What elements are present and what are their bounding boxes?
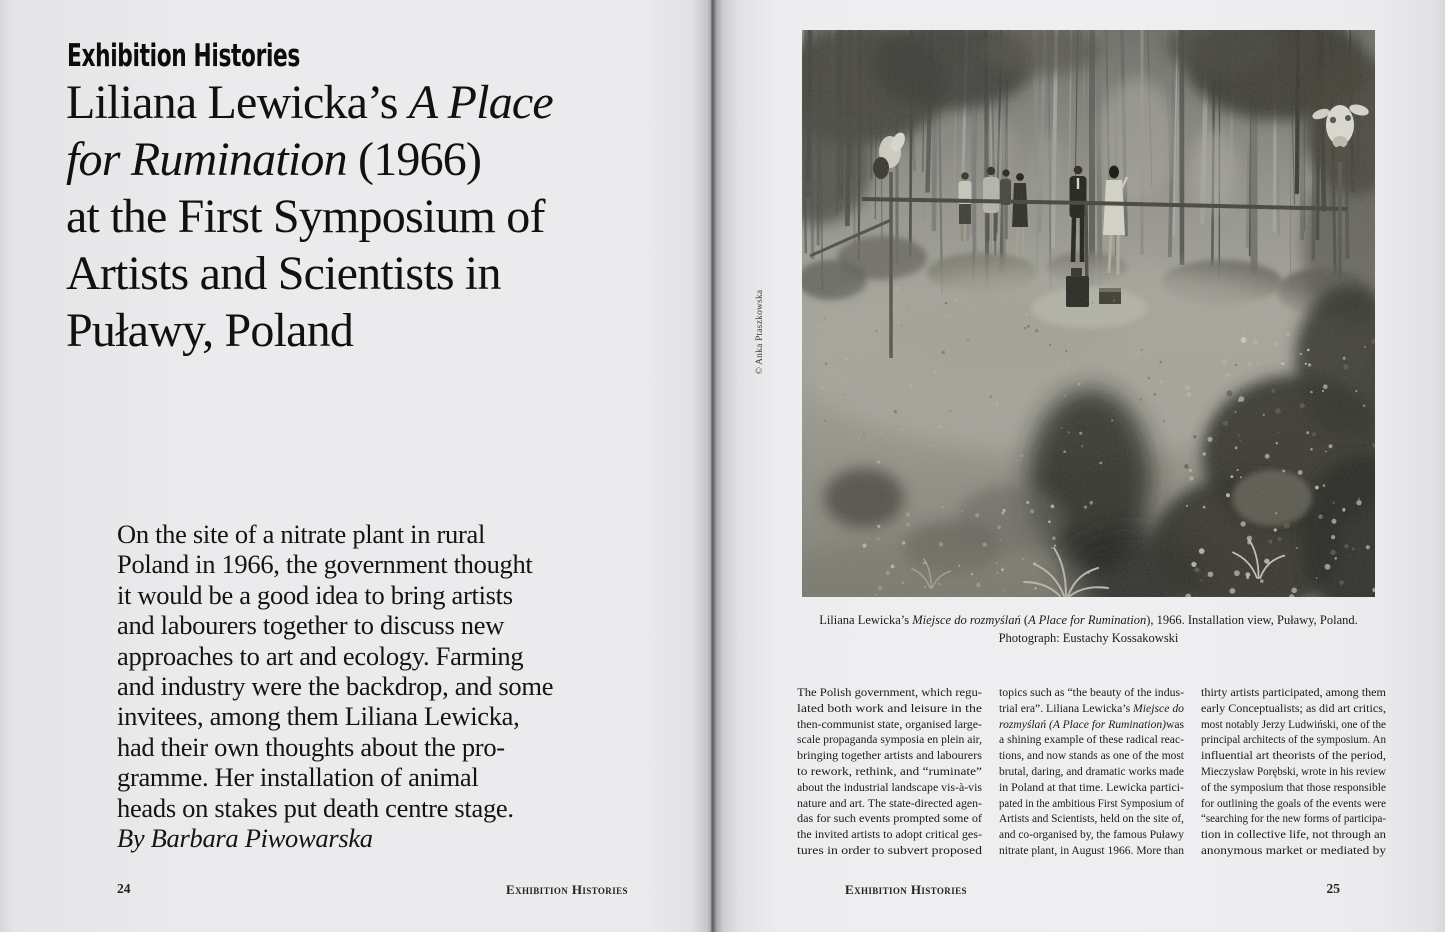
text-line: [797, 765, 982, 781]
text-segment: ), 1966. Installation view, Puławy, Poland.: [1146, 613, 1358, 627]
text-segment: das for such events prompted some of: [797, 813, 982, 826]
text-segment: Miejsce do: [1133, 702, 1185, 715]
text-line-content: [1201, 765, 1386, 781]
article-title: [66, 74, 553, 359]
text-line-content: [1201, 797, 1386, 813]
text-line: [999, 828, 1184, 844]
text-line: [66, 74, 553, 131]
text-segment: “searching for the new forms of participa-: [1201, 813, 1387, 826]
text-line: [66, 302, 553, 359]
text-segment: nitrate plant, in August 1966. More than: [999, 844, 1184, 857]
text-line: [797, 702, 982, 718]
text-segment: A Place for Rumination: [1028, 613, 1147, 627]
text-segment: it would be a good idea to bring artists: [117, 579, 513, 610]
text-line-content: [797, 702, 982, 718]
body-column-2: [999, 686, 1184, 860]
text-line-content: [797, 812, 982, 828]
text-line-content: [1201, 686, 1386, 702]
text-segment: nature and art. The state-directed agen-: [797, 797, 982, 810]
page-number-left: 24: [117, 881, 131, 896]
text-line-content: [797, 797, 982, 813]
text-segment: Puławy, Poland: [66, 304, 354, 357]
text-line: [1201, 733, 1386, 749]
text-segment: and co-organised by, the famous Puławy: [999, 829, 1184, 842]
installation-photo: [802, 30, 1375, 597]
spine-gutter: [711, 0, 713, 932]
text-segment: and industry were the backdrop, and some: [117, 671, 554, 702]
page-number-right: 25: [1326, 881, 1340, 896]
text-line-content: [1201, 781, 1386, 797]
text-segment: of the symposium that those responsible: [1201, 781, 1387, 794]
text-line: [797, 686, 982, 702]
text-segment: Artists and Scientists, held on the site of,: [999, 813, 1185, 826]
text-line-content: [66, 131, 481, 188]
text-line: [999, 781, 1184, 797]
text-line-content: [999, 686, 1184, 702]
text-line-content: [117, 701, 519, 731]
text-line-content: [117, 823, 373, 853]
text-segment: most notably Jerzy Ludwiński, one of the: [1201, 718, 1387, 731]
text-line: [999, 765, 1184, 781]
text-line: [1201, 828, 1386, 844]
text-line-content: [999, 828, 1184, 844]
section-kicker-text: Exhibition Histories: [67, 38, 300, 74]
text-segment: tion in collective life, not through an: [1201, 829, 1387, 842]
text-segment: tures in order to subvert proposed: [797, 844, 982, 857]
text-segment: heads on stakes put death centre stage.: [117, 792, 514, 823]
text-line-content: [117, 793, 514, 823]
text-line-content: [819, 612, 1358, 630]
text-line: [1201, 718, 1386, 734]
text-line-content: [999, 797, 1184, 813]
text-line-content: [797, 765, 982, 781]
text-line: [1201, 686, 1386, 702]
text-line-content: [66, 245, 501, 302]
text-line: [117, 762, 553, 792]
text-line-content: [1201, 702, 1386, 718]
text-line-content: [117, 762, 478, 792]
text-line-content: [999, 844, 1184, 860]
text-line-content: [797, 781, 982, 797]
text-line-content: [117, 610, 504, 640]
text-segment: Miejsce do rozmyślań: [912, 613, 1021, 627]
text-segment: thirty artists participated, among them: [1201, 687, 1386, 699]
text-line-content: [117, 641, 523, 671]
text-line-content: [797, 844, 982, 860]
text-segment: The Polish government, which regu-: [797, 687, 983, 699]
installation-photo-art: [802, 30, 1375, 597]
text-line-content: [797, 828, 982, 844]
text-line-content: [66, 302, 353, 359]
text-segment: anonymous market or mediated by: [1201, 844, 1386, 857]
text-segment: Liliana Lewicka’s: [819, 613, 913, 627]
text-line: [117, 701, 553, 731]
text-segment: By Barbara Piwowarska: [117, 823, 373, 854]
text-line-content: [66, 188, 545, 245]
text-segment: was: [1166, 718, 1185, 731]
text-line: [117, 610, 553, 640]
text-line-content: [999, 718, 1184, 734]
text-line: [117, 641, 553, 671]
text-line-content: [1201, 749, 1386, 765]
text-line: [117, 732, 553, 762]
text-line: [66, 188, 553, 245]
text-line: [999, 797, 1184, 813]
text-line: [1201, 749, 1386, 765]
text-line: [1201, 781, 1386, 797]
text-segment: invitees, among them Liliana Lewicka,: [117, 701, 520, 732]
text-segment: gramme. Her installation of animal: [117, 762, 479, 793]
journal-title-right: Exhibition Histories: [845, 882, 967, 897]
text-segment: pated in the ambitious First Symposium of: [999, 797, 1184, 810]
text-line: [797, 812, 982, 828]
text-segment: influential art theorists of the period,: [1201, 750, 1387, 763]
text-line-content: [999, 765, 1184, 781]
text-segment: bringing together artists and labourers: [797, 750, 982, 763]
text-line: [117, 580, 553, 610]
text-segment: On the site of a nitrate plant in rural: [117, 519, 486, 549]
text-line: [117, 671, 553, 701]
text-segment: Poland in 1966, the government thought: [117, 549, 533, 580]
text-line: [1201, 797, 1386, 813]
text-segment: in Poland at that time. Lewicka partici-: [999, 781, 1185, 794]
text-segment: rozmyślań (A Place for Rumination): [999, 718, 1167, 731]
text-segment: about the industrial landscape vis-à-vis: [797, 781, 982, 794]
text-line: [1201, 844, 1386, 860]
text-line: [797, 749, 982, 765]
text-line: [66, 131, 553, 188]
text-line-content: [999, 702, 1184, 718]
text-line-content: [66, 74, 553, 131]
text-line: [1201, 702, 1386, 718]
text-segment: scale propaganda symposia en plein air,: [797, 734, 983, 747]
text-line: [999, 812, 1184, 828]
text-line: [999, 686, 1184, 702]
caption-line-2: Photograph: Eustachy Kossakowski: [998, 630, 1179, 645]
text-segment: at the First Symposium of: [66, 190, 545, 243]
text-segment: then-communist state, organised large-: [797, 718, 983, 731]
section-kicker: [67, 38, 400, 74]
text-segment: early Conceptualists; as did art critics,: [1201, 702, 1386, 715]
text-line: [797, 828, 982, 844]
text-line-content: [1201, 812, 1386, 828]
text-line: [117, 519, 553, 549]
text-line-content: [1201, 828, 1386, 844]
text-line-content: [117, 519, 485, 549]
text-segment: brutal, daring, and dramatic works made: [999, 765, 1184, 778]
text-line: [797, 733, 982, 749]
text-line-content: [117, 732, 505, 762]
text-line: [999, 733, 1184, 749]
text-line-content: [117, 549, 533, 579]
text-segment: approaches to art and ecology. Farming: [117, 640, 524, 671]
text-segment: Mieczysław Porębski, wrote in his review: [1201, 765, 1387, 778]
text-line: [117, 549, 553, 579]
text-segment: tions, and now stands as one of the most: [999, 750, 1185, 763]
text-line: [1201, 765, 1386, 781]
text-line-content: [999, 781, 1184, 797]
text-line-content: [999, 733, 1184, 749]
text-line-content: [1201, 733, 1386, 749]
text-line-content: [999, 749, 1184, 765]
text-line: [117, 823, 553, 853]
text-line-content: [117, 580, 513, 610]
film-grain-overlay: [802, 30, 1375, 597]
text-segment: had their own thoughts about the pro-: [117, 731, 505, 762]
text-segment: A Place: [408, 76, 553, 129]
text-segment: for Rumination: [66, 133, 347, 186]
text-segment: for outlining the goals of the events were: [1201, 797, 1387, 810]
photo-caption: [802, 612, 1375, 647]
text-line-content: [797, 733, 982, 749]
text-line-content: [797, 718, 982, 734]
text-line: [117, 793, 553, 823]
text-line: [999, 844, 1184, 860]
text-segment: to rework, rethink, and “ruminate”: [797, 765, 983, 778]
text-line-content: [1201, 718, 1386, 734]
caption-line-1: [802, 612, 1375, 630]
text-segment: (: [1020, 613, 1029, 627]
text-segment: and labourers together to discuss new: [117, 610, 505, 641]
text-line: [999, 749, 1184, 765]
text-segment: principal architects of the symposium. An: [1201, 734, 1386, 747]
article-standfirst: [117, 519, 553, 853]
text-segment: Artists and Scientists in: [66, 247, 501, 300]
text-line: [999, 702, 1184, 718]
text-line: [797, 781, 982, 797]
text-line-content: [999, 812, 1184, 828]
text-line: [999, 718, 1184, 734]
text-line-content: [1201, 844, 1386, 860]
body-column-3: [1201, 686, 1386, 860]
text-segment: Liliana Lewicka’s: [66, 76, 409, 129]
text-segment: the invited artists to adopt critical ges-: [797, 829, 982, 842]
photo-credit: © Anka Ptaszkowska: [755, 289, 765, 375]
text-line-content: [117, 671, 553, 701]
text-line: [66, 245, 553, 302]
text-segment: (1966): [346, 133, 482, 186]
text-line-content: [797, 749, 982, 765]
text-segment: topics such as “the beauty of the indus-: [999, 687, 1185, 699]
journal-title-left: Exhibition Histories: [506, 882, 628, 897]
text-segment: lated both work and leisure in the: [797, 702, 983, 715]
text-line: [797, 718, 982, 734]
text-line: [797, 844, 982, 860]
text-line-content: [797, 686, 982, 702]
text-segment: trial era”. Liliana Lewicka’s: [999, 702, 1134, 715]
text-line: [797, 797, 982, 813]
text-line: [1201, 812, 1386, 828]
text-segment: a shining example of these radical reac-: [999, 734, 1184, 747]
body-column-1: [797, 686, 982, 860]
text-line: [802, 612, 1375, 630]
